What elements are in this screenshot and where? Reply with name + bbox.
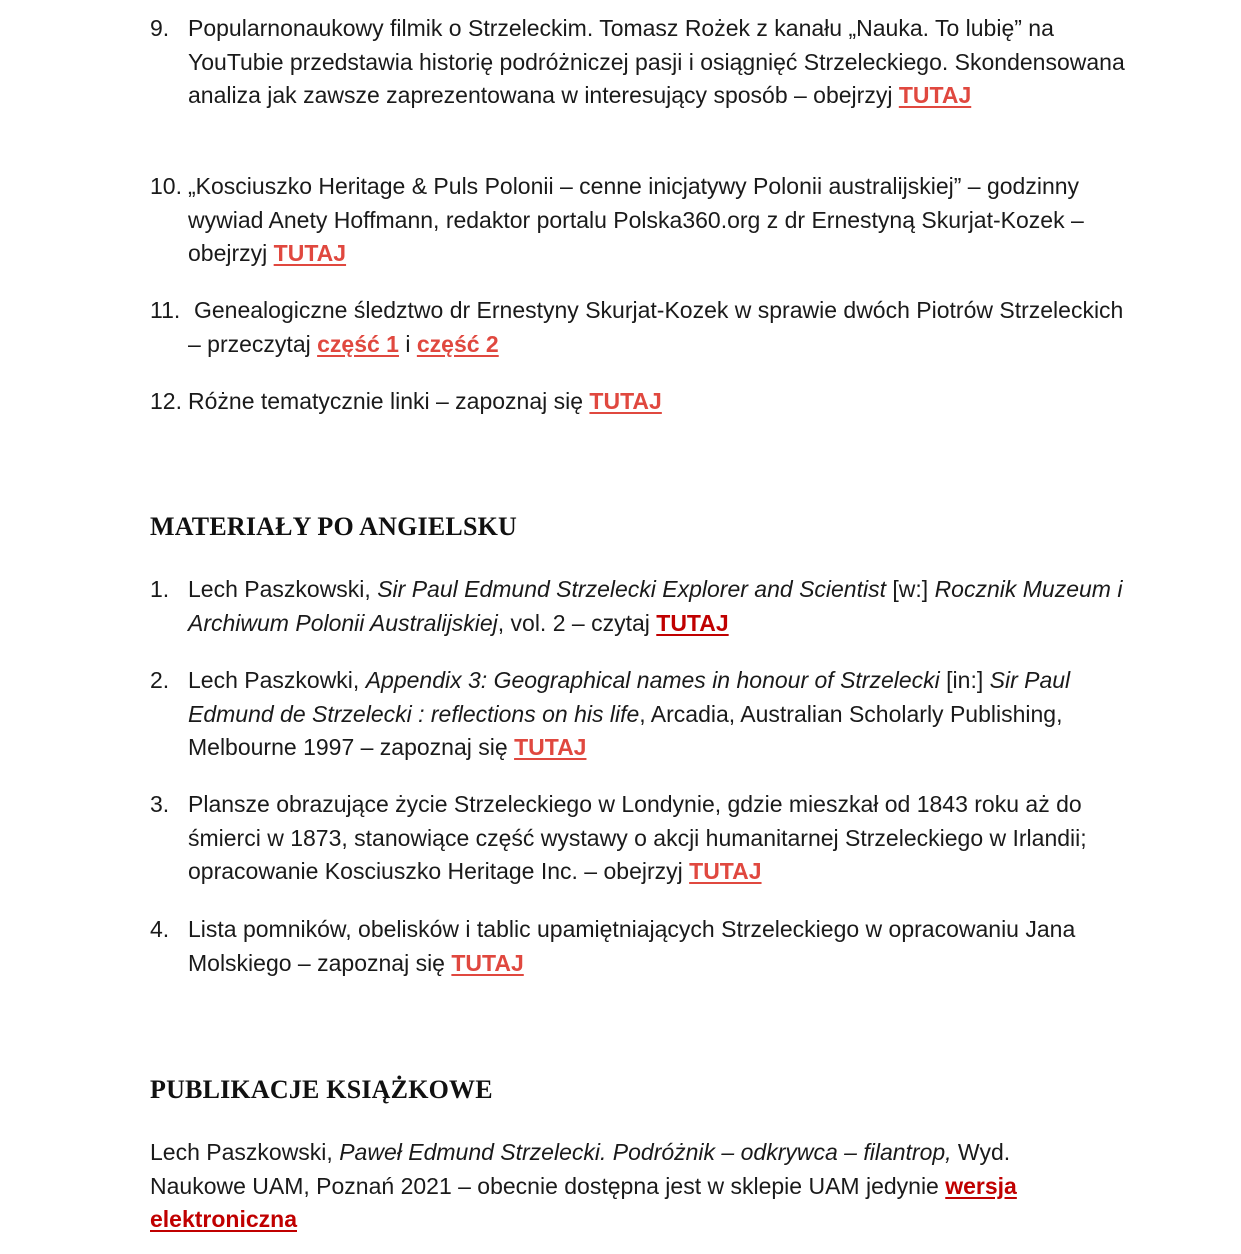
list-item-text: Różne tematycznie linki – zapoznaj się [188,388,590,414]
tutaj-link[interactable]: TUTAJ [656,609,729,636]
list-number: 12. [150,388,182,414]
tutaj-link[interactable]: TUTAJ [514,734,587,760]
list-number: 9. [150,15,170,41]
electronic-version-link[interactable]: wersja elektroniczna [150,1172,1017,1232]
author-text: Lech Paszkowski, [150,1139,340,1165]
tutaj-link[interactable]: TUTAJ [273,240,347,266]
list-item-text: Genealogiczne śledztwo dr Ernestyny Skurjat-Kozek w sprawie dwóch Piotrów Strzeleckich – przeczytaj [188,297,1124,357]
list-item-text: , Arcadia, Australian Scholarly Publishing, Melbourne 1997 – zapoznaj się [188,700,1063,760]
list-item-text: Popularnonaukowy filmik o Strzeleckim. Tomasz Rożek z kanału „Nauka. To lubię” na YouTubie przedstawia historię podróżniczej pasji i osiągnięć Strzeleckiego. Skondensowana analiza jak zawsze zaprezentowana w interesujący sposób – obejrzyj [188,15,1125,108]
list-item-text: [in:] [939,667,990,693]
list-item-text: Plansze obrazujące życie Strzeleckiego w Londynie, gdzie mieszkał od 1843 roku aż do śmierci w 1873, stanowiące część wystawy o akcji humanitarnej Strzeleckiego w Irlandii; opracowanie Kosciuszko Heritage Inc. – obejrzyj [188,791,1087,884]
list-number: 2. [150,667,170,693]
list-item-text: Lista pomników, obelisków i tablic upamiętniających Strzeleckiego w opracowaniu Jana Molskiego – zapoznaj się [188,916,1076,976]
list-item-10 [150,170,1133,271]
list-number: 11. [150,297,181,323]
list-item-12 [150,385,1133,419]
list-number: 10. [150,173,182,199]
list-item-text: , vol. 2 – czytaj [497,609,657,636]
list-item-text: „Kosciuszko Heritage & Puls Polonii – cenne inicjatywy Polonii australijskiej” – godzinny wywiad Anety Hoffmann, redaktor portalu Polska360.org z dr Ernestyną Skurjat-Kozek – obejrzyj [188,173,1084,266]
list-item-en-3 [150,788,1133,889]
tutaj-link[interactable]: TUTAJ [689,858,762,884]
list-number: 1. [150,576,170,602]
tutaj-link[interactable]: TUTAJ [898,82,972,108]
list-item-text: i [398,330,417,357]
list-item-en-1 [150,573,1133,640]
author-text: Lech Paszkowki, [188,667,366,693]
tutaj-link[interactable]: TUTAJ [451,949,524,976]
list-item-text: [w:] [886,576,935,602]
section-heading-english: MATERIAŁY PO ANGIELSKU [150,512,518,541]
book-title-italic: Paweł Edmund Strzelecki. Podróżnik – odkrywca – filantrop, [339,1139,952,1165]
book-text: Wyd. Naukowe UAM, Poznań 2021 – obecnie dostępna jest w sklepie UAM jedynie [150,1139,1011,1199]
list-number: 4. [150,916,170,942]
list-item-11 [150,294,1133,361]
list-item-en-4 [150,913,1133,980]
tutaj-link[interactable]: TUTAJ [589,388,662,414]
author-text: Lech Paszkowski, [188,576,378,602]
part-2-link[interactable]: część 2 [416,330,499,357]
title-italic: Appendix 3: Geographical names in honour of Strzelecki [365,667,940,693]
source-italic: Rocznik Muzeum i Archiwum Polonii Australijskiej [188,576,1123,636]
source-italic: Sir Paul Edmund de Strzelecki : reflections on his life [188,667,1071,727]
list-item-en-2 [150,664,1133,765]
book-entry [150,1136,1095,1237]
section-heading-books: PUBLIKACJE KSIĄŻKOWE [150,1075,493,1104]
list-item-9 [150,12,1133,113]
title-italic: Sir Paul Edmund Strzelecki Explorer and Scientist [377,576,886,602]
part-1-link[interactable]: część 1 [317,330,399,357]
list-number: 3. [150,791,170,817]
